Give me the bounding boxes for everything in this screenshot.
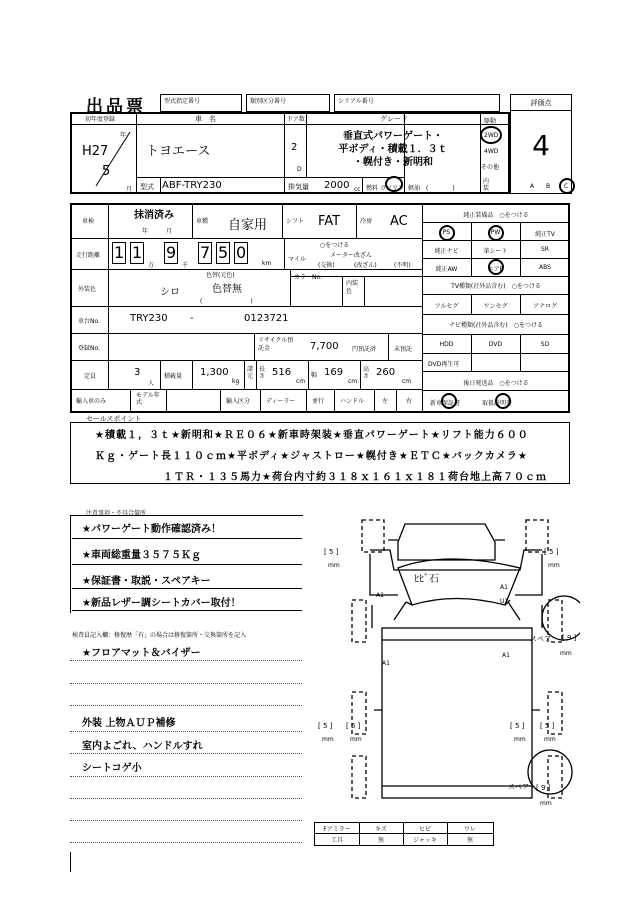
equip-sunroof: SR <box>541 246 549 253</box>
documents-header: 後日発送品 ○をつける <box>463 380 529 387</box>
legend-tools-value: 無 <box>377 837 384 844</box>
mileage-digit-1: 1 <box>114 243 125 262</box>
damage-a1-front-right: A1 <box>500 584 508 591</box>
width-label: 幅 <box>311 372 318 379</box>
displacement-label: 排気量 <box>288 183 309 191</box>
exterior-color-label: 外装色 <box>78 286 97 293</box>
navi-types-header: ナビ種類(社外品含む) ○をつける <box>449 322 543 329</box>
spare-tire-depth-1: [ 9 ] <box>562 634 577 642</box>
tire-depth-front-right: [ 5 ] <box>544 548 559 556</box>
spare-tire-mm-1: mm <box>560 650 572 657</box>
mileage-km-unit: km <box>262 260 272 267</box>
doors-d-label: D <box>297 166 302 173</box>
length-cm-unit: cm <box>296 378 306 385</box>
doc-manual-circle <box>495 393 511 409</box>
height-value: 260 <box>376 367 396 378</box>
inspector-note-5: 外装 上物ＡＵＰ補修 <box>82 718 176 729</box>
note-line-3: ★保証書・取説・スペアキー <box>82 576 211 587</box>
sales-points-box <box>70 422 570 484</box>
sales-point-line-3: １ＴＲ・１３５馬力★荷台内寸約３１８ｘ１６１ｘ１８１荷台地上高７０ｃｍ <box>163 472 547 483</box>
shift-value: FAT <box>318 214 341 229</box>
sales-points-label: セールスポイント <box>86 415 142 423</box>
mileage-digit-2: 1 <box>132 243 143 262</box>
tv-analog: アナログ <box>532 303 557 310</box>
damage-a1-front-left: A1 <box>376 592 384 599</box>
grade-score-label: 評価点 <box>530 99 552 107</box>
width-cm-unit: cm <box>348 378 358 385</box>
handle-left: 左 <box>382 398 389 405</box>
grade-line-3: ・幌付き・新明和 <box>353 157 433 168</box>
height-cm-unit: cm <box>402 378 412 385</box>
drive-other: その他 <box>481 164 500 171</box>
grade-line-2: 平ボディ・積載１．３ｔ <box>338 144 448 155</box>
note-line-2: ★車両総重量３５７５Ｋｇ <box>82 550 201 561</box>
notes-label: 注意事項・不具合箇所 <box>86 510 147 517</box>
recycle-deposit-unit: 円預託済 <box>352 346 377 353</box>
first-registration-year: H27 <box>82 144 109 159</box>
note-line-1: ★パワーゲート動作確認済み！ <box>82 524 221 535</box>
equip-pw-circle <box>488 225 504 241</box>
mileage-digit-6: 0 <box>236 243 247 262</box>
grade-line-1: 垂直式パワーゲート・ <box>343 131 443 142</box>
meter-tampered-label: メーター改ざん <box>330 252 373 259</box>
color-change-label: 色替(元色) <box>206 272 235 279</box>
length-value: 516 <box>272 367 292 378</box>
recycle-deposit-amount: 7,700 <box>310 341 339 352</box>
usage-value: 自家用 <box>228 218 268 233</box>
tire-mm-rear-right-inner: mm <box>514 736 526 743</box>
category-number-field <box>246 94 330 112</box>
capacity-value: 3 <box>134 367 141 378</box>
tire-mm-front-right: mm <box>548 562 560 569</box>
load-capacity-value: 1,300 <box>200 367 229 378</box>
doors-value: 2 <box>291 142 298 153</box>
type-label: 型式 <box>140 183 154 191</box>
interior-color-label: 内装色 <box>346 280 359 295</box>
drive-2wd-circle <box>480 126 502 144</box>
color-number-label: カラーNo. <box>294 274 322 281</box>
vehicle-name-label: 車 名 <box>195 115 216 123</box>
tv-oneseg: ワンセグ <box>483 303 508 310</box>
tire-mm-rear-left-outer: mm <box>322 736 334 743</box>
original-color-paren: ( ) <box>200 298 253 305</box>
first-registration-month: 5 <box>102 164 111 179</box>
grade-text <box>308 130 478 169</box>
model-designation-field <box>160 94 242 112</box>
mileage-digit-3: 9 <box>166 243 177 262</box>
damage-u1-front-right: U1 <box>500 598 509 605</box>
inspector-note-1: ★フロアマット＆バイザー <box>82 648 201 659</box>
fuel-gasoline: ガソリン <box>380 185 405 192</box>
factory-equipment-header: 純正装備品 ○をつける <box>463 212 529 219</box>
vehicle-name: トヨエース <box>146 144 211 159</box>
model-designation-label: 型式指定番号 <box>164 98 201 105</box>
serial-number-label: シリアル番号 <box>338 98 374 105</box>
damage-diagram <box>310 510 580 820</box>
navi-hdd: HDD <box>439 341 454 348</box>
usage-label: 車種 <box>196 218 209 225</box>
interior-grade-c: C <box>564 183 569 190</box>
year-month-divider <box>90 126 136 192</box>
load-capacity-label: 積載量 <box>164 373 183 380</box>
fuel-gasoline-circle <box>385 176 403 192</box>
equip-factory-aw: 純正AW <box>435 266 458 273</box>
fuel-label: 燃料 <box>366 185 379 192</box>
import-dealer: ディーラー <box>266 398 296 405</box>
inspection-year-month: 年 月 <box>142 228 173 235</box>
spare-tire-depth-2: [ 9 ] <box>536 784 551 792</box>
load-kg-unit: kg <box>232 378 240 385</box>
tire-depth-rear-left-inner: [ 5 ] <box>346 722 361 730</box>
doors-label: ドア数 <box>287 116 305 123</box>
doc-manual: 取扱説明書 <box>482 400 513 407</box>
equip-factory-navi: 純正ナビ <box>434 248 459 255</box>
tire-depth-rear-left-outer: [ 5 ] <box>318 722 333 730</box>
length-label: 長さ <box>259 366 266 380</box>
import-only-label: 輸入車のみ <box>76 398 107 405</box>
model-type: ABF-TRY230 <box>162 180 222 191</box>
equip-pw: PW <box>490 229 501 236</box>
meter-replaced: (交換) <box>318 262 335 269</box>
grade-score-value: 4 <box>532 129 550 162</box>
chassis-dash: - <box>190 313 194 324</box>
meter-tampered: (改ざん) <box>354 262 377 269</box>
width-value: 169 <box>324 367 344 378</box>
mileage-digit-4: 7 <box>200 243 211 262</box>
equip-leather-seats: 革シート <box>483 248 508 255</box>
spare-tire-label-2: スペア <box>508 783 529 791</box>
capacity-unit: 人 <box>148 380 155 387</box>
spare-tire-label-1: スペア <box>530 635 551 643</box>
windshield-chip-note: ﾋﾋﾞ石 <box>414 574 439 585</box>
drive-4wd: 4WD <box>484 148 499 155</box>
handle-right: 右 <box>406 398 413 405</box>
shift-label: シフト <box>286 218 305 225</box>
legend-tools-label: 工具 <box>330 837 343 844</box>
inspector-notes-label: 検査員記入欄：修復歴「有」の場合は修復箇所・交換箇所を記入 <box>72 632 247 639</box>
interior-grade-b: B <box>546 183 551 190</box>
color-change-value: 色替無 <box>212 284 242 295</box>
meter-unknown: (不明) <box>394 262 411 269</box>
mileage-label: 走行距離 <box>76 252 101 259</box>
legend-header-3: ヒビ <box>418 826 431 833</box>
legend-jack-value: 無 <box>466 837 473 844</box>
tv-fullseg: フルセグ <box>434 303 459 310</box>
equip-abs: ABS <box>539 264 551 271</box>
ac-label: 冷房 <box>360 218 373 225</box>
import-parallel: 並行 <box>312 398 325 405</box>
mileage-digit-5: 5 <box>218 243 229 262</box>
sales-point-line-2: Ｋｇ・ゲート長１１０ｃｍ★平ボディ★ジャストロー★幌付き★ＥＴＣ★バックカメラ★ <box>95 451 528 462</box>
tire-depth-front-left: [ 5 ] <box>324 548 339 556</box>
recycle-unpaid: 未預託 <box>394 346 413 353</box>
damage-a1-side-right: A1 <box>502 652 510 659</box>
interior-grade-label: 内装 <box>483 178 490 192</box>
height-label: 高さ <box>363 366 370 380</box>
ac-value: AC <box>390 214 408 229</box>
tv-types-header: TV種類(社外品含む) ○をつける <box>451 283 541 290</box>
sales-point-line-1: ★積載１，３ｔ★新明和★ＲＥ０６★新車時架装★垂直パワーゲート★リフト能力６００ <box>95 430 529 441</box>
fuel-other-paren: ( ) <box>426 185 455 192</box>
grade-label: グレード <box>380 115 408 123</box>
chassis-model: TRY230 <box>130 313 168 324</box>
import-type-label: 輸入区分 <box>226 398 251 405</box>
cc-unit: cc <box>354 186 361 193</box>
category-number-label: 類別区分番号 <box>250 98 287 105</box>
inspection-value: 抹消済み <box>134 210 174 221</box>
model-year-label: モデル年式 <box>136 392 160 406</box>
dimensions-label: 諸元 <box>247 366 254 380</box>
inspector-note-6: 室内よごれ、ハンドルすれ <box>82 741 203 752</box>
mile-label: マイル <box>288 256 306 263</box>
registration-number-label: 登録No. <box>78 345 100 352</box>
legend-header-4: ワレ <box>463 826 476 833</box>
note-line-4: ★新品レザー調シートカバー取付！ <box>82 598 241 609</box>
tire-depth-rear-right-inner: [ 5 ] <box>510 722 525 730</box>
exterior-color-value: シロ <box>160 287 180 298</box>
serial-number-field <box>334 94 500 112</box>
capacity-label: 定員 <box>84 373 97 380</box>
legend-header-1: Fアミラー <box>323 826 351 833</box>
legend-table <box>314 822 494 846</box>
tire-depth-rear-right-outer: [ 5 ] <box>540 722 555 730</box>
equip-ps-circle <box>439 225 455 241</box>
navi-sd: SD <box>540 341 550 348</box>
chassis-number-label: 車台No. <box>78 318 100 325</box>
recycle-deposit-label: リサイクル預託金 <box>258 337 294 352</box>
navi-dvd: DVD <box>488 341 503 348</box>
equip-airbag-circle <box>488 259 504 275</box>
interior-grade-c-circle <box>559 178 575 194</box>
doc-warranty: 新車保証書 <box>430 400 461 407</box>
inspector-note-7: シートコゲ小 <box>82 763 142 774</box>
equip-ps: PS <box>442 229 451 236</box>
drive-2wd: 2WD <box>484 132 499 139</box>
chassis-serial: 0123721 <box>244 313 289 324</box>
equip-airbag: エアB <box>487 266 504 273</box>
spare-tire-mm-2: mm <box>540 800 552 807</box>
mileage-man-unit: 万 <box>148 262 155 269</box>
displacement-value: 2000 <box>324 180 350 191</box>
drive-label: 駆動 <box>484 118 497 125</box>
interior-grade-a: A <box>530 183 535 190</box>
legend-header-2: キズ <box>375 826 387 833</box>
mileage-circle-hint: ○をつける <box>320 242 350 249</box>
tire-mm-rear-right-outer: mm <box>544 736 556 743</box>
page-title: 出品票 <box>86 97 146 117</box>
month-label: 月 <box>126 186 133 193</box>
tire-mm-rear-left-inner: mm <box>350 736 362 743</box>
equip-factory-tv: 純正TV <box>535 231 555 238</box>
doc-warranty-circle <box>441 393 457 409</box>
handle-label: ハンドル <box>340 398 365 405</box>
first-registration-label: 初年度登録 <box>85 116 116 123</box>
legend-jack-label: ジャッキ <box>413 837 437 844</box>
inspection-label: 車検 <box>82 218 95 225</box>
damage-a1-side-left: A1 <box>382 660 390 667</box>
year-label: 年 <box>120 132 127 139</box>
dvd-playback: DVD再生可 <box>428 361 460 368</box>
tire-mm-front-left: mm <box>328 562 340 569</box>
mileage-sen-unit: 千 <box>182 262 189 269</box>
fuel-diesel: 軽油 <box>408 185 421 192</box>
